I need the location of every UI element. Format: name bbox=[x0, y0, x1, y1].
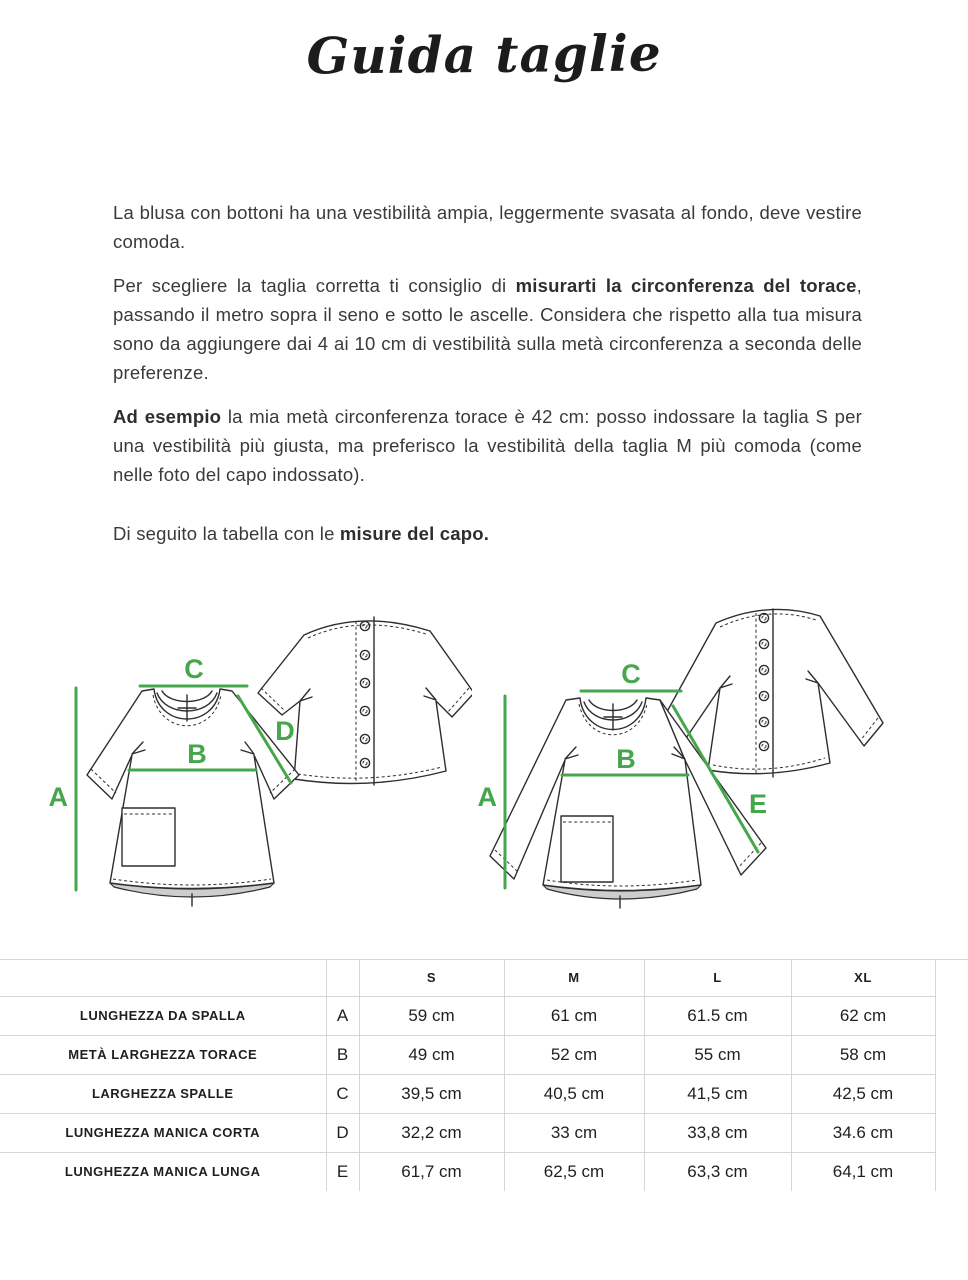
measurement-label-b: B bbox=[187, 739, 207, 769]
measurement-label-d: D bbox=[275, 716, 295, 746]
measurement-label-c: C bbox=[184, 654, 204, 684]
measure-label-cell: LUNGHEZZA MANICA CORTA bbox=[0, 1113, 326, 1152]
measurement-label-e: E bbox=[748, 789, 768, 819]
size-value-cell: 61,7 cm bbox=[359, 1152, 504, 1191]
measurement-label-c: C bbox=[621, 659, 641, 689]
short-sleeve-blouse-diagram bbox=[42, 593, 472, 923]
measurement-label-a: A bbox=[48, 782, 68, 812]
page-title: Guida taglie bbox=[306, 23, 662, 86]
table-row bbox=[0, 996, 935, 1035]
size-value-cell: 34.6 cm bbox=[791, 1113, 935, 1152]
paragraph-table-intro: Di seguito la tabella con le misure del capo. bbox=[113, 523, 490, 544]
measurement-label-a: A bbox=[477, 782, 497, 812]
letter-cell: C bbox=[326, 1074, 359, 1113]
size-value-cell: 63,3 cm bbox=[644, 1152, 791, 1191]
intro-text bbox=[113, 198, 862, 548]
size-value-cell: 62 cm bbox=[791, 996, 935, 1035]
size-header-l: L bbox=[644, 960, 791, 996]
paragraph-how-to-measure: Per scegliere la taglia corretta ti consiglio di misurarti la circonferenza del torace, passando il metro sopra il seno e sotto le ascelle. Considera che rispetto alla tua misura sono da aggiungere dai 4 ai 10 cm di vestibilità sulla metà circonferenza a seconda delle preferenze. bbox=[113, 275, 862, 383]
size-header-xl: XL bbox=[791, 960, 935, 996]
measure-label-cell: LUNGHEZZA MANICA LUNGA bbox=[0, 1152, 326, 1191]
empty-header-cell bbox=[326, 960, 359, 996]
size-value-cell: 52 cm bbox=[504, 1035, 644, 1074]
blouse-back-view-short bbox=[258, 617, 472, 785]
size-value-cell: 33 cm bbox=[504, 1113, 644, 1152]
size-value-cell: 49 cm bbox=[359, 1035, 504, 1074]
size-value-cell: 32,2 cm bbox=[359, 1113, 504, 1152]
letter-cell: A bbox=[326, 996, 359, 1035]
measure-label-cell: METÀ LARGHEZZA TORACE bbox=[0, 1035, 326, 1074]
size-value-cell: 61.5 cm bbox=[644, 996, 791, 1035]
size-value-cell: 58 cm bbox=[791, 1035, 935, 1074]
long-sleeve-blouse-diagram bbox=[468, 588, 928, 923]
size-value-cell: 59 cm bbox=[359, 996, 504, 1035]
size-value-cell: 41,5 cm bbox=[644, 1074, 791, 1113]
letter-cell: E bbox=[326, 1152, 359, 1191]
paragraph-fit-description: La blusa con bottoni ha una vestibilità ampia, leggermente svasata al fondo, deve vestire comoda. bbox=[113, 202, 862, 252]
blouse-front-view-short bbox=[87, 689, 299, 906]
measure-label-cell: LARGHEZZA SPALLE bbox=[0, 1074, 326, 1113]
size-value-cell: 61 cm bbox=[504, 996, 644, 1035]
size-value-cell: 33,8 cm bbox=[644, 1113, 791, 1152]
table-row bbox=[0, 1113, 935, 1152]
size-table bbox=[0, 960, 936, 1191]
measure-label-cell: LUNGHEZZA DA SPALLA bbox=[0, 996, 326, 1035]
size-header-m: M bbox=[504, 960, 644, 996]
size-value-cell: 62,5 cm bbox=[504, 1152, 644, 1191]
letter-cell: D bbox=[326, 1113, 359, 1152]
size-table-header-row bbox=[0, 960, 935, 996]
size-value-cell: 40,5 cm bbox=[504, 1074, 644, 1113]
size-value-cell: 55 cm bbox=[644, 1035, 791, 1074]
letter-cell: B bbox=[326, 1035, 359, 1074]
size-table-section bbox=[0, 959, 968, 1191]
empty-header-cell bbox=[0, 960, 326, 996]
measurement-label-b: B bbox=[616, 744, 636, 774]
size-value-cell: 64,1 cm bbox=[791, 1152, 935, 1191]
patch-pocket bbox=[122, 808, 175, 866]
size-value-cell: 42,5 cm bbox=[791, 1074, 935, 1113]
table-row bbox=[0, 1035, 935, 1074]
paragraph-example: Ad esempio la mia metà circonferenza torace è 42 cm: posso indossare la taglia S per una vestibilità più giusta, ma preferisco la vestibilità della taglia M più comoda (come nelle foto del capo indossato). bbox=[113, 406, 862, 485]
size-value-cell: 39,5 cm bbox=[359, 1074, 504, 1113]
patch-pocket bbox=[561, 816, 613, 882]
table-row bbox=[0, 1152, 935, 1191]
size-header-s: S bbox=[359, 960, 504, 996]
table-row bbox=[0, 1074, 935, 1113]
